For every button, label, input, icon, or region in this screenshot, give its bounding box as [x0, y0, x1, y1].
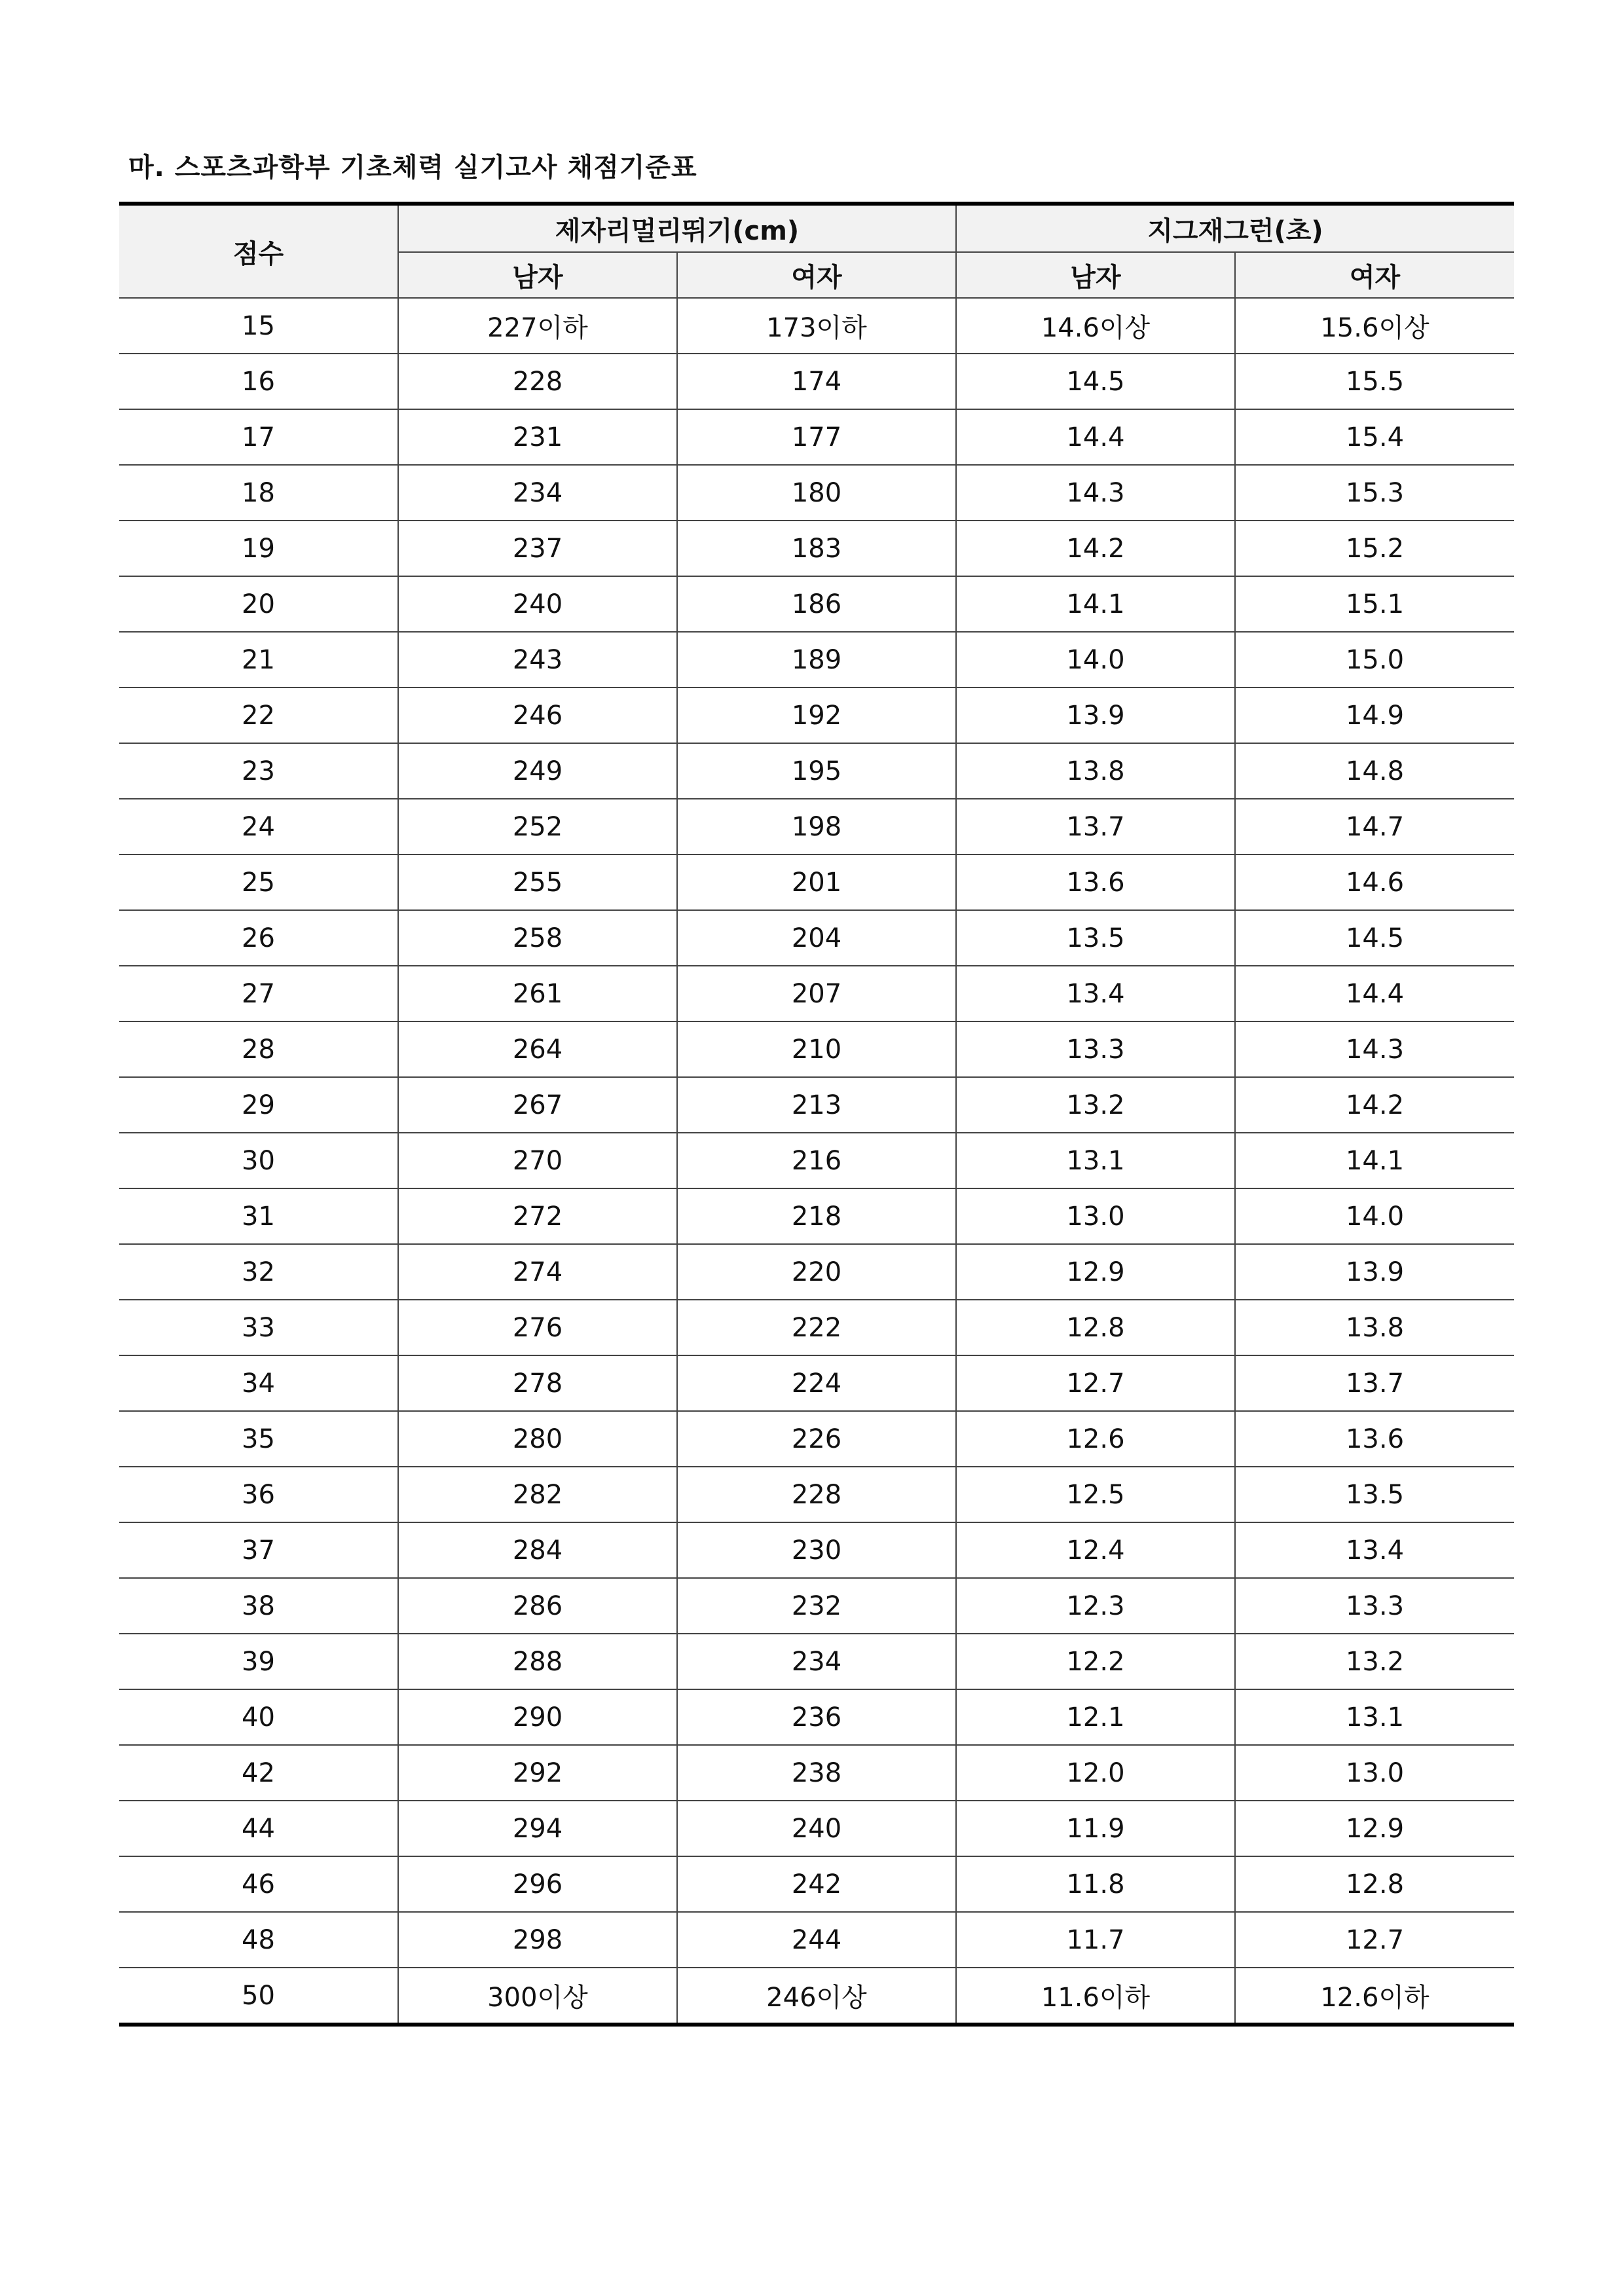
table-row	[119, 1856, 1514, 1912]
table-row	[119, 354, 1514, 409]
cell-run-male: 14.1	[956, 576, 1235, 632]
table-row	[119, 1300, 1514, 1355]
table-row	[119, 1801, 1514, 1856]
cell-jump-male: 228	[398, 354, 677, 409]
cell-run-female: 14.9	[1235, 688, 1514, 743]
cell-run-female: 14.2	[1235, 1077, 1514, 1133]
cell-jump-male: 240	[398, 576, 677, 632]
cell-run-female: 13.3	[1235, 1578, 1514, 1634]
cell-jump-male: 298	[398, 1912, 677, 1968]
cell-score: 24	[119, 799, 398, 854]
cell-score: 17	[119, 409, 398, 465]
cell-run-male: 12.5	[956, 1467, 1235, 1522]
page-title: 마. 스포츠과학부 기초체력 실기고사 채점기준표	[128, 153, 697, 183]
cell-jump-male: 243	[398, 632, 677, 688]
cell-jump-female: 226	[677, 1411, 956, 1467]
cell-run-male: 13.9	[956, 688, 1235, 743]
cell-score: 37	[119, 1522, 398, 1578]
table-row	[119, 1689, 1514, 1745]
cell-score: 29	[119, 1077, 398, 1133]
cell-run-male: 12.0	[956, 1745, 1235, 1801]
table-row	[119, 910, 1514, 966]
cell-jump-female: 220	[677, 1244, 956, 1300]
cell-jump-male: 246	[398, 688, 677, 743]
cell-run-male: 13.4	[956, 966, 1235, 1021]
cell-jump-female: 192	[677, 688, 956, 743]
cell-run-male: 12.2	[956, 1634, 1235, 1689]
cell-score: 28	[119, 1021, 398, 1077]
cell-run-female: 15.2	[1235, 521, 1514, 576]
header-zigzag-run: 지그재그런(초)	[956, 204, 1514, 252]
cell-jump-female: 232	[677, 1578, 956, 1634]
cell-score: 21	[119, 632, 398, 688]
header-run-female: 여자	[1235, 252, 1514, 298]
table-row	[119, 688, 1514, 743]
cell-run-female: 15.0	[1235, 632, 1514, 688]
cell-jump-male: 280	[398, 1411, 677, 1467]
cell-jump-female: 173이하	[677, 298, 956, 354]
cell-jump-male: 274	[398, 1244, 677, 1300]
cell-run-male: 11.8	[956, 1856, 1235, 1912]
cell-jump-female: 207	[677, 966, 956, 1021]
cell-jump-male: 258	[398, 910, 677, 966]
cell-jump-female: 244	[677, 1912, 956, 1968]
cell-score: 44	[119, 1801, 398, 1856]
cell-score: 30	[119, 1133, 398, 1188]
cell-jump-female: 246이상	[677, 1968, 956, 2025]
cell-jump-male: 261	[398, 966, 677, 1021]
cell-run-male: 12.8	[956, 1300, 1235, 1355]
header-run-male: 남자	[956, 252, 1235, 298]
cell-score: 32	[119, 1244, 398, 1300]
header-jump-female: 여자	[677, 252, 956, 298]
cell-run-male: 12.9	[956, 1244, 1235, 1300]
cell-run-female: 13.4	[1235, 1522, 1514, 1578]
header-row-top	[119, 204, 1514, 252]
cell-jump-male: 278	[398, 1355, 677, 1411]
cell-score: 34	[119, 1355, 398, 1411]
cell-jump-male: 264	[398, 1021, 677, 1077]
cell-run-male: 14.4	[956, 409, 1235, 465]
table-row	[119, 799, 1514, 854]
cell-score: 33	[119, 1300, 398, 1355]
cell-jump-female: 183	[677, 521, 956, 576]
cell-jump-male: 231	[398, 409, 677, 465]
cell-jump-female: 238	[677, 1745, 956, 1801]
cell-score: 38	[119, 1578, 398, 1634]
cell-run-male: 12.7	[956, 1355, 1235, 1411]
cell-jump-female: 180	[677, 465, 956, 521]
cell-jump-female: 198	[677, 799, 956, 854]
cell-run-male: 14.6이상	[956, 298, 1235, 354]
cell-run-female: 15.3	[1235, 465, 1514, 521]
cell-run-female: 14.5	[1235, 910, 1514, 966]
cell-jump-female: 236	[677, 1689, 956, 1745]
cell-jump-male: 300이상	[398, 1968, 677, 2025]
cell-score: 22	[119, 688, 398, 743]
cell-run-male: 11.7	[956, 1912, 1235, 1968]
table-row	[119, 854, 1514, 910]
cell-jump-male: 282	[398, 1467, 677, 1522]
cell-run-female: 13.1	[1235, 1689, 1514, 1745]
cell-run-male: 11.9	[956, 1801, 1235, 1856]
cell-run-female: 14.0	[1235, 1188, 1514, 1244]
cell-run-female: 13.5	[1235, 1467, 1514, 1522]
table-row	[119, 1745, 1514, 1801]
table-row	[119, 521, 1514, 576]
cell-run-female: 13.6	[1235, 1411, 1514, 1467]
table-row	[119, 743, 1514, 799]
table-row	[119, 465, 1514, 521]
cell-run-female: 14.7	[1235, 799, 1514, 854]
cell-score: 46	[119, 1856, 398, 1912]
cell-run-male: 14.5	[956, 354, 1235, 409]
cell-jump-female: 204	[677, 910, 956, 966]
cell-jump-male: 294	[398, 1801, 677, 1856]
cell-score: 36	[119, 1467, 398, 1522]
cell-run-male: 13.3	[956, 1021, 1235, 1077]
table-row	[119, 576, 1514, 632]
cell-score: 25	[119, 854, 398, 910]
cell-run-female: 13.2	[1235, 1634, 1514, 1689]
cell-run-male: 13.8	[956, 743, 1235, 799]
cell-jump-male: 252	[398, 799, 677, 854]
cell-score: 26	[119, 910, 398, 966]
cell-run-female: 12.9	[1235, 1801, 1514, 1856]
header-score: 점수	[119, 204, 398, 298]
cell-jump-female: 177	[677, 409, 956, 465]
cell-score: 42	[119, 1745, 398, 1801]
cell-run-male: 14.0	[956, 632, 1235, 688]
cell-run-male: 11.6이하	[956, 1968, 1235, 2025]
cell-jump-male: 270	[398, 1133, 677, 1188]
cell-run-female: 13.8	[1235, 1300, 1514, 1355]
table-row	[119, 409, 1514, 465]
table-row	[119, 966, 1514, 1021]
cell-run-male: 13.6	[956, 854, 1235, 910]
cell-score: 19	[119, 521, 398, 576]
cell-jump-female: 213	[677, 1077, 956, 1133]
cell-run-male: 13.7	[956, 799, 1235, 854]
cell-jump-male: 290	[398, 1689, 677, 1745]
table-row	[119, 1522, 1514, 1578]
cell-jump-male: 276	[398, 1300, 677, 1355]
cell-jump-male: 255	[398, 854, 677, 910]
cell-run-female: 15.1	[1235, 576, 1514, 632]
cell-jump-male: 227이하	[398, 298, 677, 354]
cell-run-female: 14.3	[1235, 1021, 1514, 1077]
header-standing-long-jump: 제자리멀리뛰기(cm)	[398, 204, 956, 252]
cell-score: 20	[119, 576, 398, 632]
cell-run-female: 14.4	[1235, 966, 1514, 1021]
cell-jump-male: 272	[398, 1188, 677, 1244]
table-row	[119, 1244, 1514, 1300]
cell-jump-female: 189	[677, 632, 956, 688]
scoring-table	[119, 202, 1514, 2027]
cell-run-female: 12.6이하	[1235, 1968, 1514, 2025]
cell-jump-male: 288	[398, 1634, 677, 1689]
table-row	[119, 1578, 1514, 1634]
cell-run-male: 14.3	[956, 465, 1235, 521]
cell-jump-female: 216	[677, 1133, 956, 1188]
cell-jump-male: 234	[398, 465, 677, 521]
table-row	[119, 1077, 1514, 1133]
cell-run-female: 13.7	[1235, 1355, 1514, 1411]
cell-jump-male: 267	[398, 1077, 677, 1133]
cell-run-male: 13.5	[956, 910, 1235, 966]
cell-run-male: 13.0	[956, 1188, 1235, 1244]
cell-jump-female: 222	[677, 1300, 956, 1355]
cell-jump-female: 240	[677, 1801, 956, 1856]
cell-jump-male: 286	[398, 1578, 677, 1634]
cell-run-female: 15.5	[1235, 354, 1514, 409]
cell-run-female: 15.4	[1235, 409, 1514, 465]
cell-score: 40	[119, 1689, 398, 1745]
cell-score: 27	[119, 966, 398, 1021]
cell-jump-female: 234	[677, 1634, 956, 1689]
cell-jump-female: 201	[677, 854, 956, 910]
cell-jump-female: 186	[677, 576, 956, 632]
cell-score: 48	[119, 1912, 398, 1968]
cell-run-female: 15.6이상	[1235, 298, 1514, 354]
cell-score: 15	[119, 298, 398, 354]
cell-jump-male: 292	[398, 1745, 677, 1801]
cell-run-male: 12.1	[956, 1689, 1235, 1745]
table-row	[119, 1355, 1514, 1411]
table-header	[119, 204, 1514, 298]
cell-score: 18	[119, 465, 398, 521]
cell-jump-female: 242	[677, 1856, 956, 1912]
cell-run-female: 14.1	[1235, 1133, 1514, 1188]
cell-score: 23	[119, 743, 398, 799]
cell-score: 50	[119, 1968, 398, 2025]
cell-score: 16	[119, 354, 398, 409]
cell-run-female: 14.8	[1235, 743, 1514, 799]
cell-run-female: 13.0	[1235, 1745, 1514, 1801]
table-row	[119, 298, 1514, 354]
cell-jump-female: 210	[677, 1021, 956, 1077]
cell-run-male: 13.1	[956, 1133, 1235, 1188]
cell-run-female: 12.7	[1235, 1912, 1514, 1968]
cell-run-male: 12.4	[956, 1522, 1235, 1578]
cell-jump-female: 230	[677, 1522, 956, 1578]
table-row	[119, 1133, 1514, 1188]
table-row	[119, 1912, 1514, 1968]
cell-jump-female: 218	[677, 1188, 956, 1244]
cell-jump-female: 228	[677, 1467, 956, 1522]
cell-run-female: 13.9	[1235, 1244, 1514, 1300]
cell-score: 35	[119, 1411, 398, 1467]
cell-run-female: 12.8	[1235, 1856, 1514, 1912]
table-row	[119, 1968, 1514, 2025]
cell-jump-male: 296	[398, 1856, 677, 1912]
table-row	[119, 1021, 1514, 1077]
cell-score: 31	[119, 1188, 398, 1244]
cell-jump-female: 195	[677, 743, 956, 799]
table-row	[119, 1188, 1514, 1244]
cell-jump-male: 249	[398, 743, 677, 799]
cell-jump-female: 224	[677, 1355, 956, 1411]
table-body	[119, 298, 1514, 2025]
table-row	[119, 632, 1514, 688]
table-row	[119, 1634, 1514, 1689]
cell-run-male: 14.2	[956, 521, 1235, 576]
cell-run-male: 12.6	[956, 1411, 1235, 1467]
cell-run-male: 12.3	[956, 1578, 1235, 1634]
cell-run-male: 13.2	[956, 1077, 1235, 1133]
table-row	[119, 1411, 1514, 1467]
cell-run-female: 14.6	[1235, 854, 1514, 910]
table-row	[119, 1467, 1514, 1522]
cell-jump-male: 284	[398, 1522, 677, 1578]
cell-score: 39	[119, 1634, 398, 1689]
cell-jump-female: 174	[677, 354, 956, 409]
cell-jump-male: 237	[398, 521, 677, 576]
header-jump-male: 남자	[398, 252, 677, 298]
